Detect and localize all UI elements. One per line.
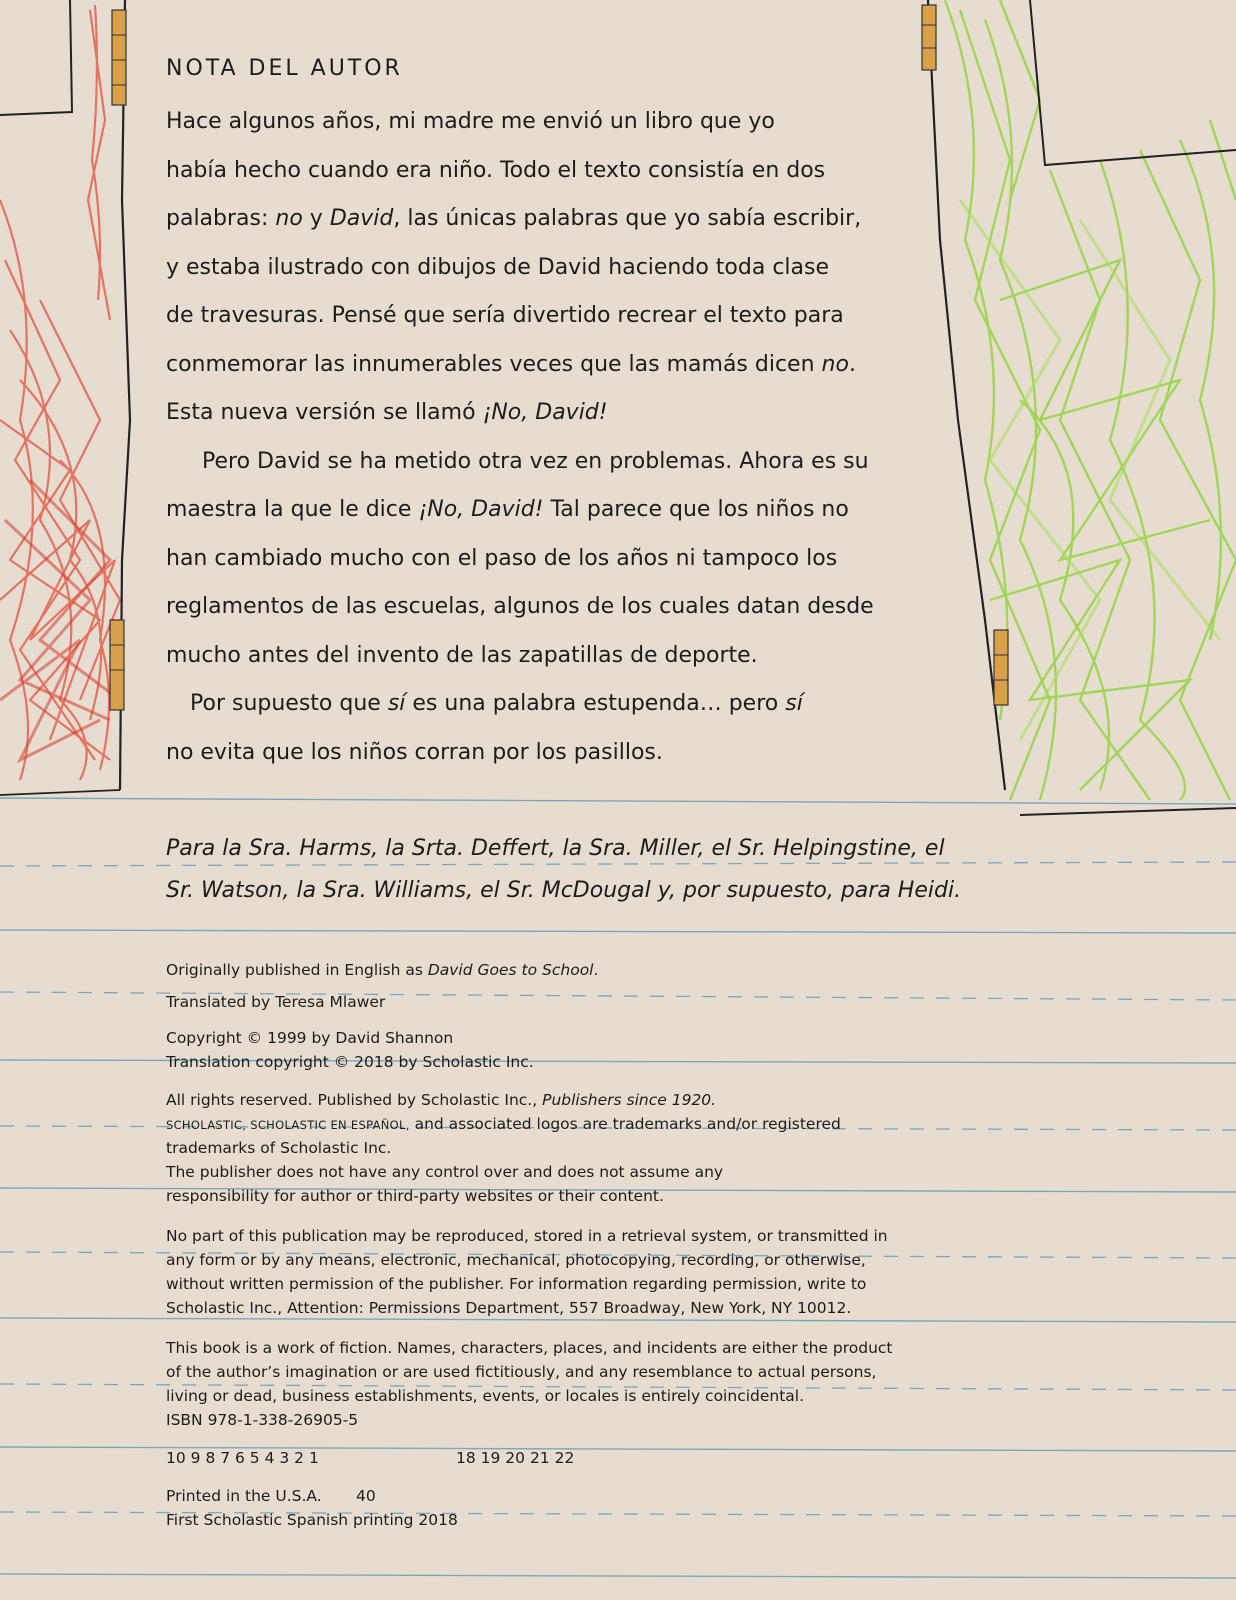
red-door — [0, 0, 130, 795]
note-line: mucho antes del invento de las zapatillas de deporte. — [166, 642, 758, 668]
note-line: conmemorar las innumerables veces que las mamás dicen no. — [166, 351, 856, 377]
fiction-notice-3: living or dead, business establishments, events, or locales is entirely coincidental. — [166, 1387, 805, 1405]
author-note — [166, 98, 966, 777]
note-line: palabras: no y David, las únicas palabras que yo sabía escribir, — [166, 206, 862, 231]
printed-in-line: Printed in the U.S.A. — [166, 1487, 322, 1505]
printing-numbers: 10 9 8 7 6 5 4 3 2 1 — [166, 1449, 319, 1467]
trademark-line-2: trademarks of Scholastic Inc. — [166, 1139, 392, 1157]
copyright-line: Copyright © 1999 by David Shannon — [166, 1029, 454, 1047]
note-line: no evita que los niños corran por los pasillos. — [166, 739, 663, 765]
dedication-line: Sr. Watson, la Sra. Williams, el Sr. McDougal y, por supuesto, para Heidi. — [166, 878, 962, 903]
note-line: maestra la que le dice ¡No, David! Tal parece que los niños no — [166, 497, 849, 522]
note-line: y estaba ilustrado con dibujos de David haciendo toda clase — [166, 254, 830, 280]
publisher-disclaimer-1: The publisher does not have any control over and does not assume any — [166, 1163, 724, 1181]
year-numbers: 18 19 20 21 22 — [456, 1449, 575, 1467]
note-line: Pero David se ha metido otra vez en problemas. Ahora es su — [202, 448, 869, 474]
reproduction-notice-4: Scholastic Inc., Attention: Permissions Department, 557 Broadway, New York, NY 10012. — [166, 1299, 852, 1317]
original-edition-line: Originally published in English as David Goes to School. — [166, 961, 599, 979]
note-line: había hecho cuando era niño. Todo el texto consistía en dos — [166, 157, 826, 183]
reproduction-notice-2: any form or by any means, electronic, mechanical, photocopying, recording, or otherwise, — [166, 1251, 866, 1269]
first-printing-line: First Scholastic Spanish printing 2018 — [166, 1511, 458, 1529]
note-heading: NOTA DEL AUTOR — [166, 56, 403, 81]
reproduction-notice-3: without written permission of the publisher. For information regarding permission, write to — [166, 1275, 867, 1293]
dedication-line: Para la Sra. Harms, la Srta. Deffert, la Sra. Miller, el Sr. Helpingstine, el — [166, 836, 945, 861]
note-line: Por supuesto que sí es una palabra estupenda… pero sí — [190, 691, 803, 716]
isbn: ISBN 978-1-338-26905-5 — [166, 1411, 359, 1429]
dedication — [166, 828, 961, 912]
note-line: Hace algunos años, mi madre me envió un libro que yo — [166, 109, 775, 134]
translator-line: Translated by Teresa Mlawer — [166, 993, 386, 1011]
fiction-notice-1: This book is a work of fiction. Names, characters, places, and incidents are either the product — [166, 1339, 893, 1357]
note-line: Esta nueva versión se llamó ¡No, David! — [166, 400, 608, 425]
note-line: reglamentos de las escuelas, algunos de los cuales datan desde — [166, 594, 874, 619]
note-line: de travesuras. Pensé que sería divertido recrear el texto para — [166, 303, 844, 328]
note-line: han cambiado mucho con el paso de los años ni tampoco los — [166, 545, 838, 571]
rights-line: All rights reserved. Published by Scholastic Inc., Publishers since 1920. — [166, 1091, 717, 1109]
publisher-disclaimer-2: responsibility for author or third-party websites or their content. — [166, 1187, 664, 1205]
printer-code: 40 — [356, 1487, 376, 1505]
translation-copyright-line: Translation copyright © 2018 by Scholastic Inc. — [166, 1053, 534, 1071]
green-door — [922, 0, 1236, 815]
reproduction-notice-1: No part of this publication may be reproduced, stored in a retrieval system, or transmitted in — [166, 1227, 888, 1245]
trademark-line: SCHOLASTIC, SCHOLASTIC EN ESPAÑOL, and associated logos are trademarks and/or registered — [166, 1115, 841, 1133]
fiction-notice-2: of the author’s imagination or are used fictitiously, and any resemblance to actual persons, — [166, 1363, 877, 1381]
